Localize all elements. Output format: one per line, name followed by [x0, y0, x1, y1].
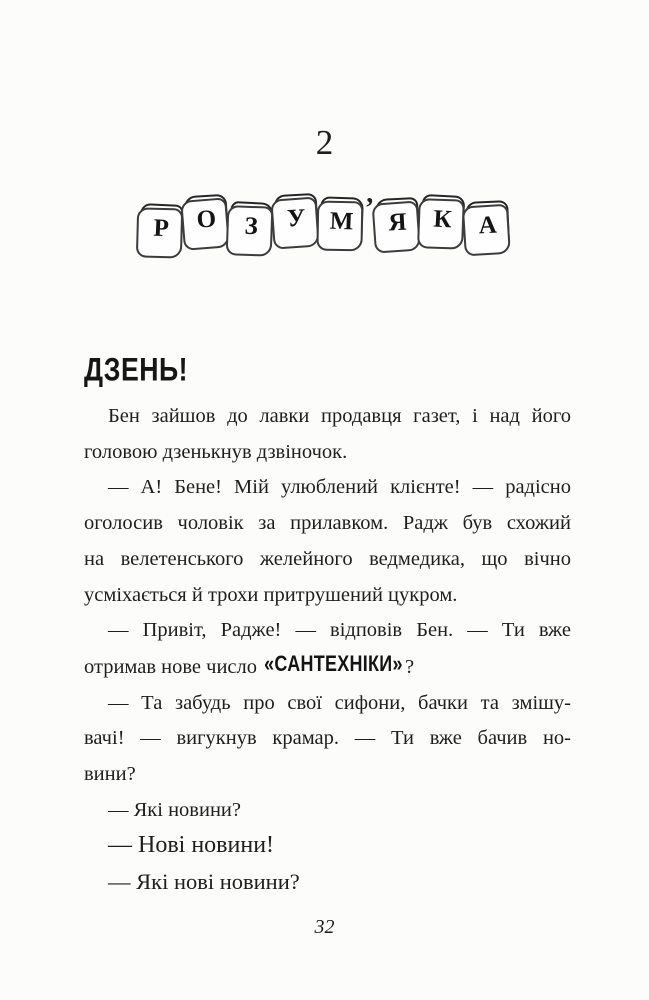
letter-tile: Р: [138, 203, 183, 255]
letter-tile: А: [465, 200, 510, 252]
paragraph-line: оголосив чоловік за прилавком. Радж був схожий: [84, 512, 571, 535]
letter-tile: У: [273, 193, 319, 245]
paragraph-line: [84, 649, 571, 686]
paragraph-line: Бен зайшов до лавки продавця газет, і над його: [108, 405, 571, 427]
dialogue-line: — Які новини?: [108, 798, 241, 821]
paragraph-text: отримав нове число: [84, 655, 263, 678]
letter-tile: Я: [375, 197, 421, 249]
paragraph-line: вини?: [84, 763, 136, 786]
letter-tile: З: [228, 201, 274, 253]
paragraph-line: на велетенського желейного ведмедика, що вічно: [84, 547, 571, 570]
paragraph-line: — А! Бене! Мій улюблений клієнте! — радісно: [108, 476, 571, 499]
chapter-title-tiles: [0, 193, 649, 247]
paragraph-line: — Привіт, Радже! — відповів Бен. — Ти вже: [108, 619, 571, 642]
letter-tile: К: [420, 194, 466, 246]
paragraph-line: усміхається й трохи притрушений цукром.: [84, 583, 458, 606]
paragraph-text: ?: [405, 655, 415, 678]
paragraph-line: — Та забудь про свої сифони, бачки та змішу-: [108, 691, 571, 714]
chapter-number: 2: [315, 123, 334, 162]
dialogue-line: — Які нові новини?: [108, 869, 300, 895]
body-text: [84, 352, 571, 900]
letter-tile: О: [183, 194, 229, 247]
magazine-title: «САНТЕХНІКИ»: [264, 650, 403, 676]
title-apostrophe: ’: [364, 193, 375, 224]
page-number: 32: [314, 916, 335, 938]
sound-effect-heading: ДЗЕНЬ!: [84, 352, 188, 389]
paragraph-line: головою дзенькнув дзвіночок.: [84, 440, 348, 463]
paragraph-line: вачі! — вигукнув крамар. — Ти вже бачив но-: [84, 727, 571, 750]
letter-tile: М: [319, 196, 364, 247]
dialogue-line: — Нові новини!: [108, 832, 275, 859]
